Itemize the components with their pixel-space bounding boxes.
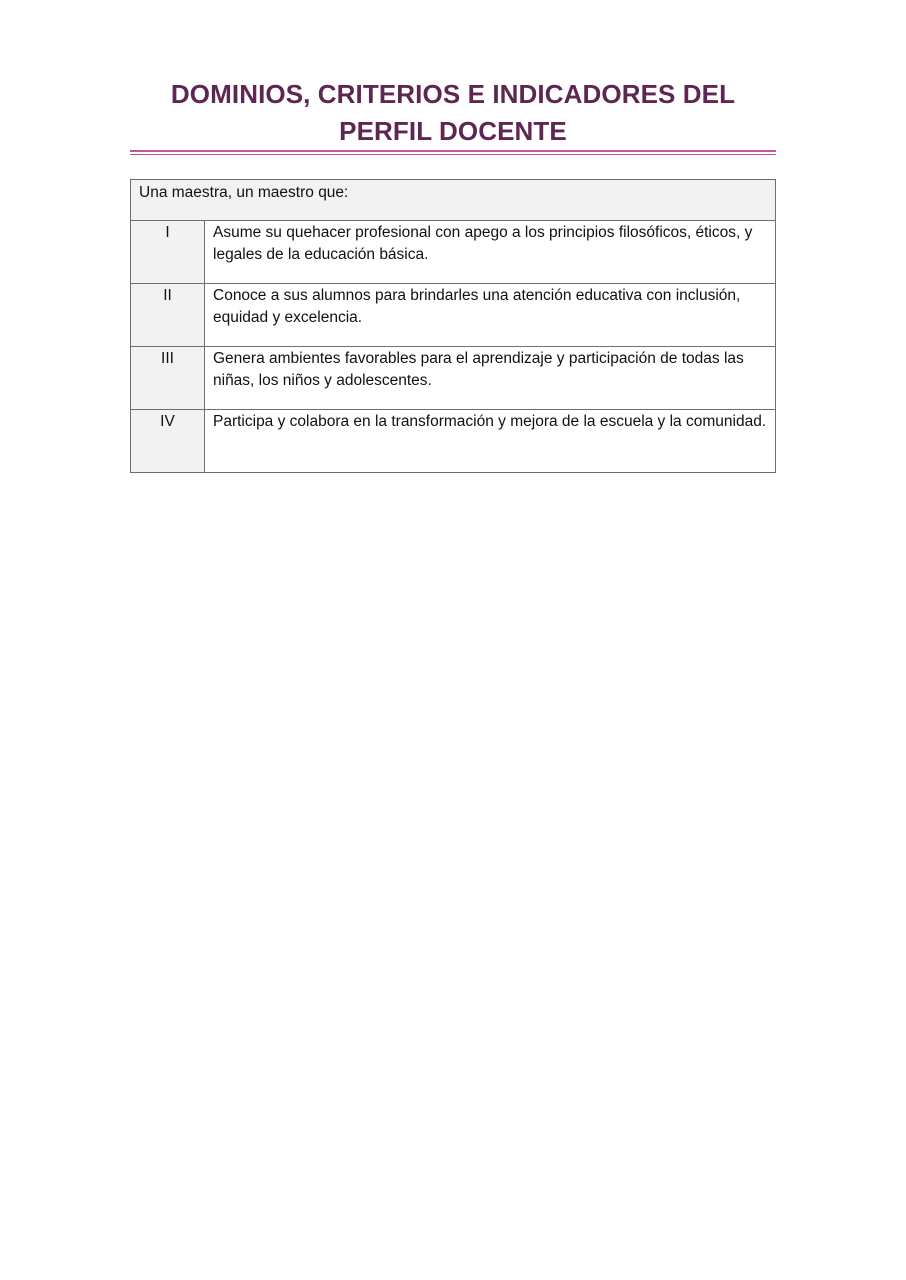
table-row [131, 410, 776, 473]
table-row [131, 284, 776, 347]
domain-description: Conoce a sus alumnos para brindarles una atención educativa con inclusión, equidad y excelencia. [205, 284, 776, 347]
table-row [131, 221, 776, 284]
table-header-cell: Una maestra, un maestro que: [131, 180, 776, 221]
domain-description: Participa y colabora en la transformación y mejora de la escuela y la comunidad. [205, 410, 776, 473]
domains-table [130, 179, 776, 473]
domain-description: Genera ambientes favorables para el aprendizaje y participación de todas las niñas, los niños y adolescentes. [205, 347, 776, 410]
domain-numeral: IV [131, 410, 205, 473]
title-rule-thin-line [130, 154, 776, 155]
domain-numeral: I [131, 221, 205, 284]
domain-description: Asume su quehacer profesional con apego a los principios filosóficos, éticos, y legales de la educación básica. [205, 221, 776, 284]
title-rule-thick-line [130, 150, 776, 152]
page-title: DOMINIOS, CRITERIOS E INDICADORES DEL PERFIL DOCENTE [170, 79, 736, 146]
table-header-row [131, 180, 776, 221]
title-double-rule [130, 150, 776, 156]
domain-numeral: III [131, 347, 205, 410]
domain-numeral: II [131, 284, 205, 347]
table-row [131, 347, 776, 410]
